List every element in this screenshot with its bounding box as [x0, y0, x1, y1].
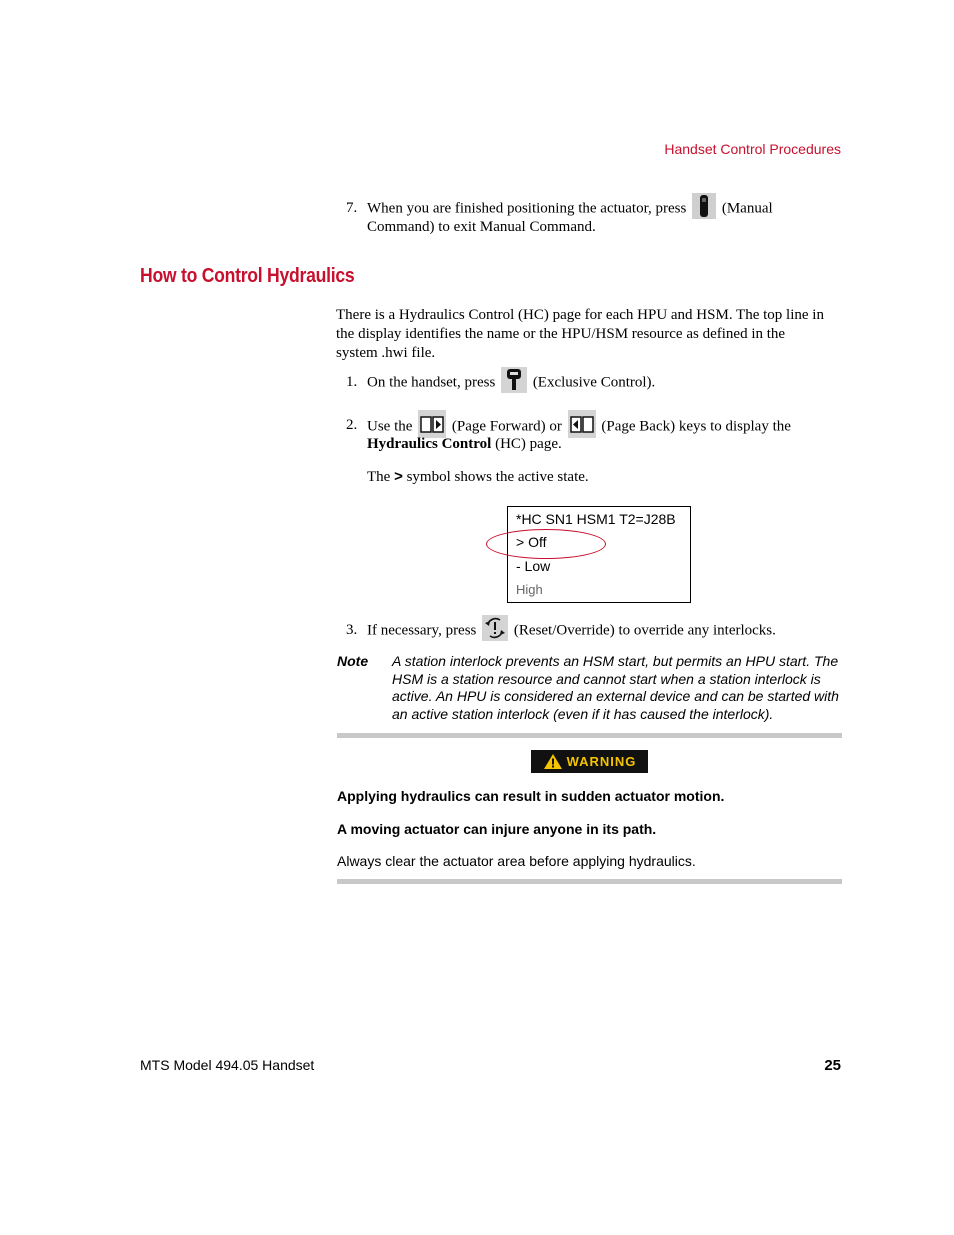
- page-forward-key-icon: [418, 410, 446, 438]
- step-text: [367, 199, 773, 219]
- warning-label: WARNING: [566, 754, 637, 769]
- active-state-symbol: >: [394, 468, 403, 485]
- step-text-part: (Exclusive Control).: [532, 374, 656, 391]
- step-text: [367, 621, 776, 641]
- step-text-line2: Command) to exit Manual Command.: [367, 219, 596, 235]
- note-line: an active station interlock (even if it has caused the interlock).: [392, 705, 774, 722]
- step-text-part: If necessary, press: [367, 622, 477, 639]
- step-text-part: On the handset, press: [367, 374, 496, 391]
- highlight-ring: [486, 529, 606, 559]
- step-text: [367, 373, 655, 393]
- reset-override-key-icon: [482, 615, 508, 641]
- intro-line: There is a Hydraulics Control (HC) page for each HPU and HSM. The top line in: [336, 307, 824, 323]
- lcd-line: High: [516, 582, 543, 597]
- warning-line: A moving actuator can injure anyone in its path.: [337, 821, 657, 837]
- intro-line: the display identifies the name or the HPU/HSM resource as defined in the: [336, 326, 786, 342]
- section-title: How to Control Hydraulics: [140, 265, 355, 287]
- step-number: 7.: [346, 200, 358, 216]
- warning-bottom-rule: [337, 879, 842, 884]
- page-number: 25: [824, 1057, 841, 1074]
- step-number: 1.: [346, 374, 358, 390]
- step-text-part: The: [367, 469, 391, 485]
- step-text-part: (Page Back) keys to display the: [601, 418, 791, 435]
- step-text-line2: [367, 435, 562, 454]
- lcd-line: *HC SN1 HSM1 T2=J28B: [516, 511, 676, 527]
- note-line: active. An HPU is considered an external device and can be started with: [392, 688, 839, 704]
- note-body: [392, 653, 842, 723]
- bold-term: Hydraulics Control: [367, 436, 492, 452]
- step-text-part: (HC) page.: [495, 436, 562, 452]
- exclusive-control-key-icon: [501, 367, 527, 393]
- note-line: A station interlock prevents an HSM start, but permits an HPU start. The: [392, 653, 839, 669]
- manual-command-key-icon: [692, 193, 716, 219]
- symbol-note: [367, 467, 589, 487]
- warning-banner: [531, 750, 648, 773]
- step-text-part: (Page Forward) or: [451, 418, 562, 435]
- warning-top-rule: [337, 733, 842, 738]
- footer-title: MTS Model 494.05 Handset: [140, 1057, 315, 1073]
- running-header: Handset Control Procedures: [664, 141, 841, 157]
- warning-line: Applying hydraulics can result in sudden actuator motion.: [337, 788, 725, 804]
- step-text-part: When you are finished positioning the actuator, press: [367, 200, 687, 217]
- warning-line: Always clear the actuator area before applying hydraulics.: [337, 853, 696, 869]
- step-text-part: (Manual: [721, 200, 773, 217]
- step-number: 3.: [346, 622, 358, 638]
- lcd-line: > Off: [516, 534, 547, 550]
- step-text-part: Use the: [367, 418, 413, 435]
- step-number: 2.: [346, 417, 358, 433]
- note-label: Note: [337, 653, 369, 669]
- intro-line: system .hwi file.: [336, 345, 436, 361]
- page-back-key-icon: [568, 410, 596, 438]
- lcd-line: - Low: [516, 558, 551, 574]
- warning-triangle-icon: [543, 753, 563, 770]
- step-text-part: (Reset/Override) to override any interlocks.: [513, 622, 776, 639]
- step-text-part: symbol shows the active state.: [406, 469, 589, 485]
- intro-paragraph: [336, 306, 846, 363]
- note-line: HSM is a station resource and cannot start when a station interlock is: [392, 670, 821, 687]
